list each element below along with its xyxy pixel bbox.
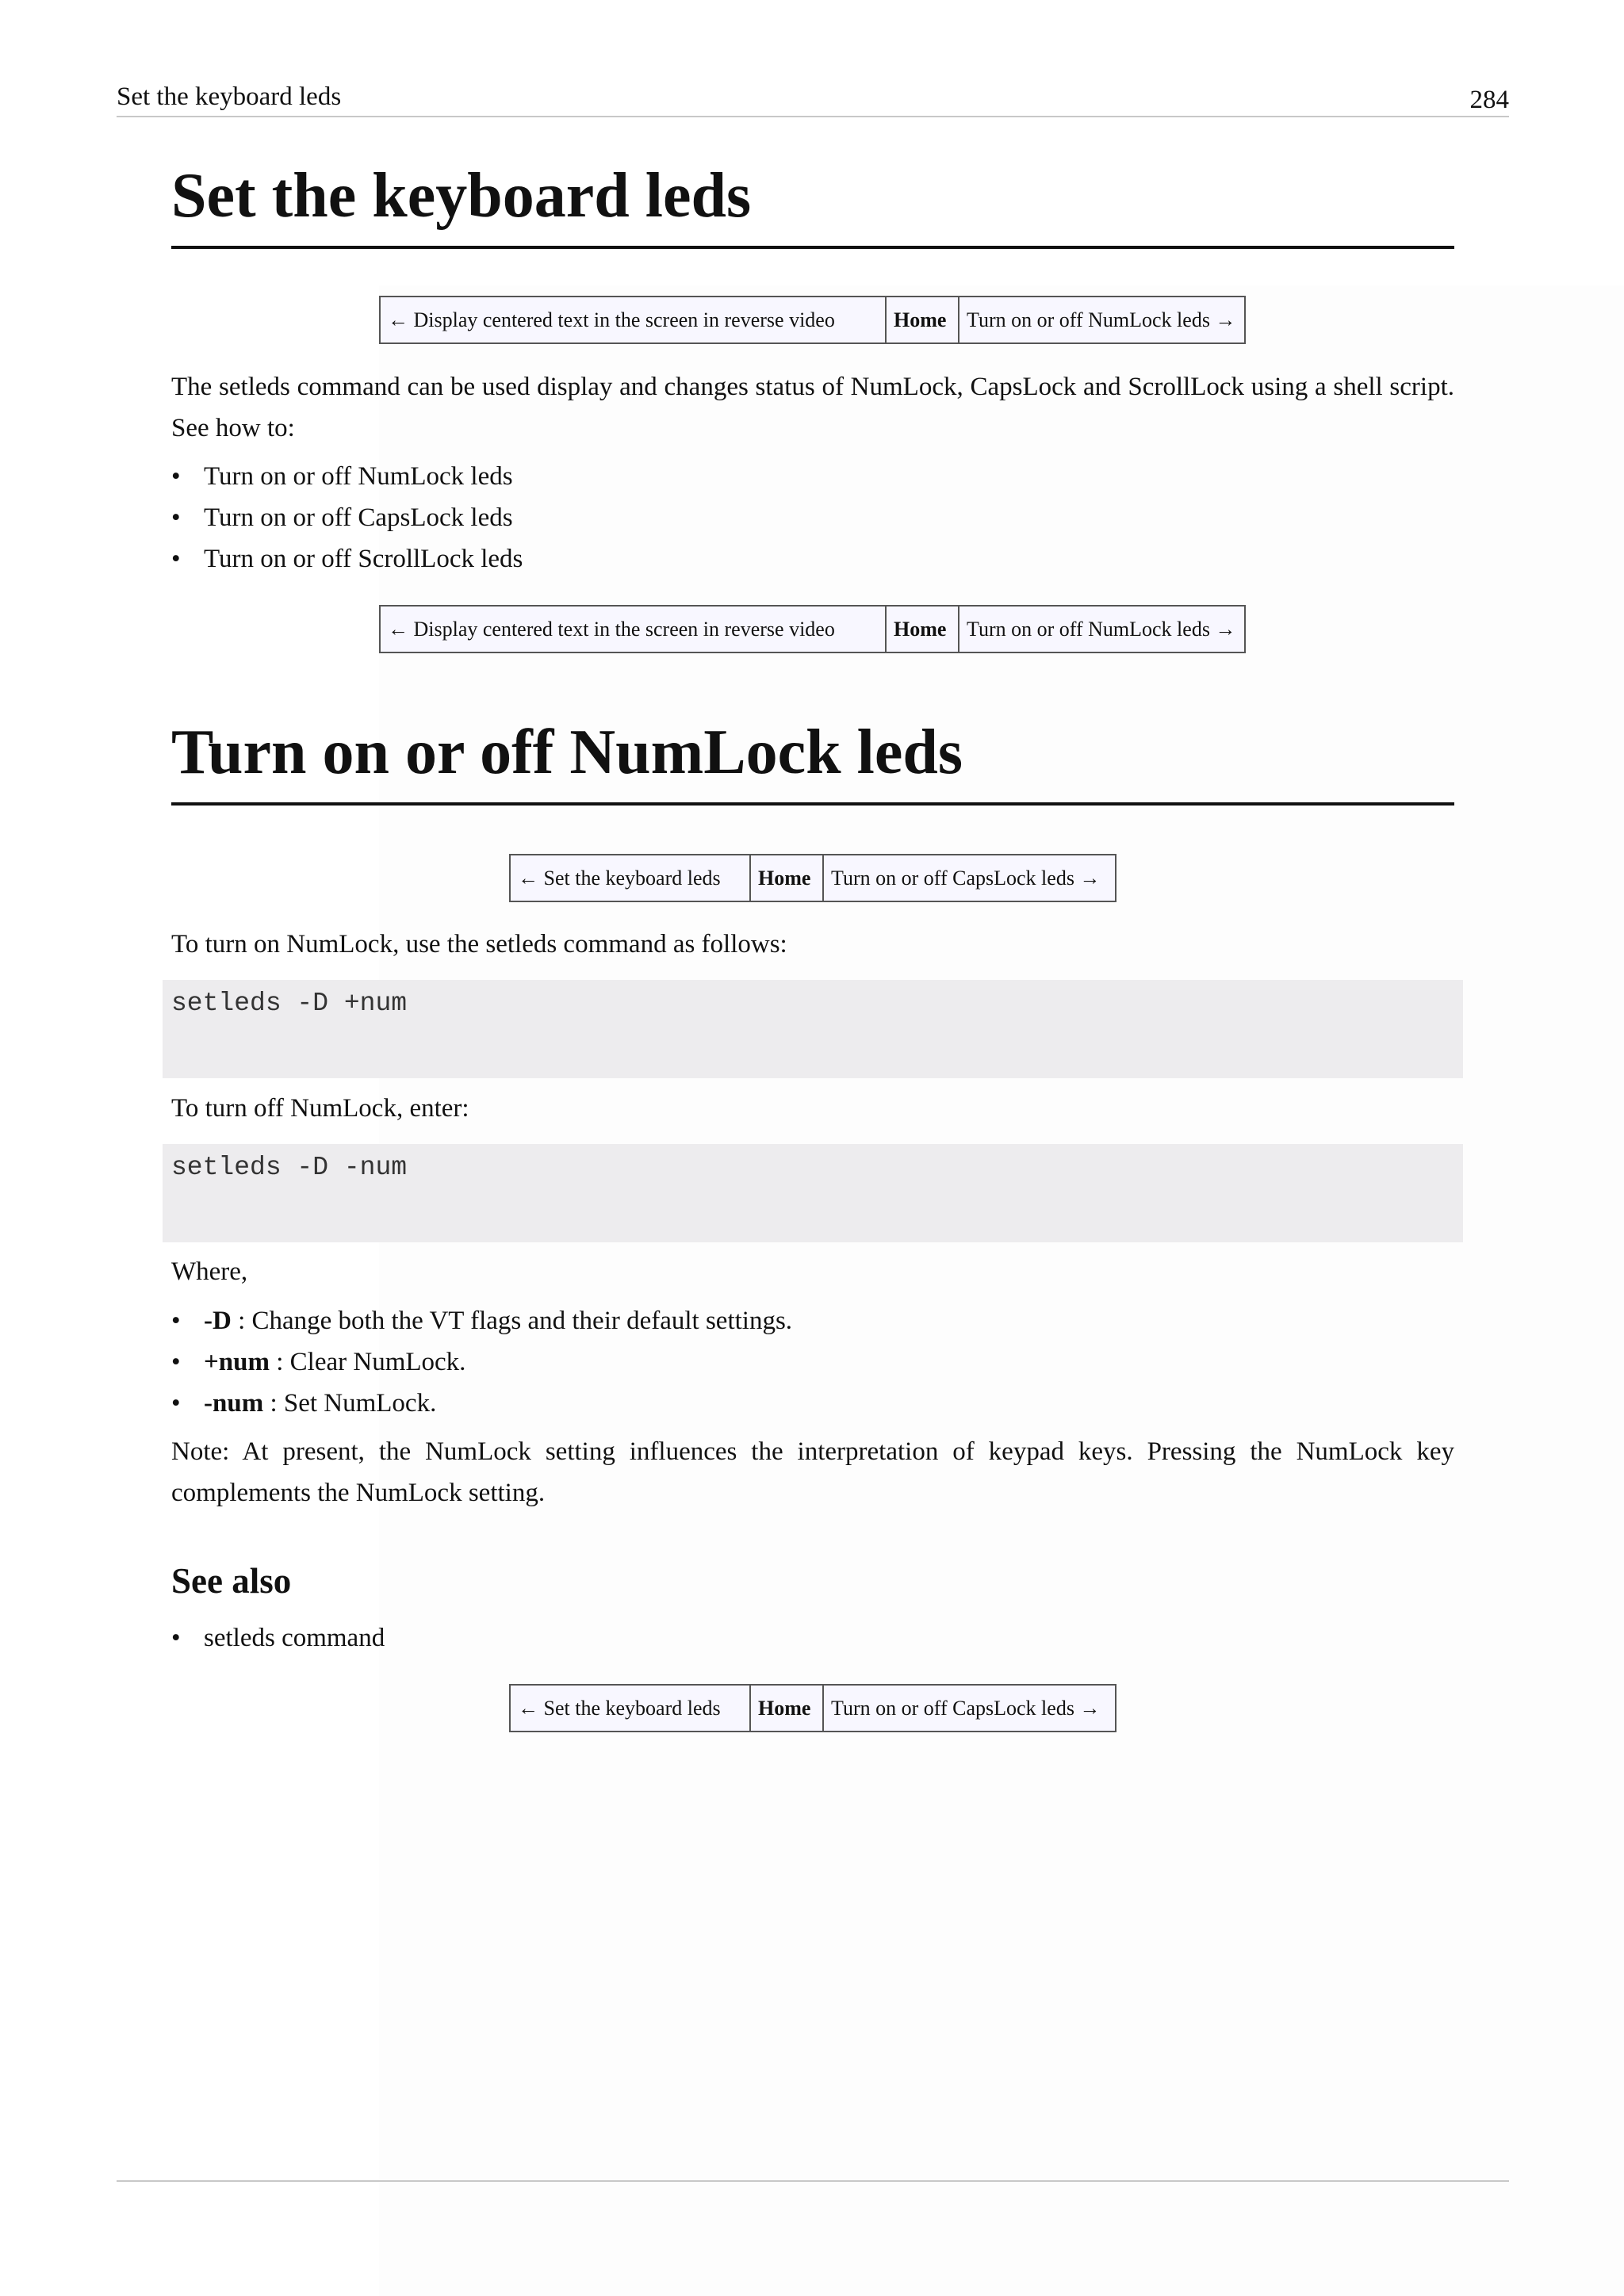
see-also-heading: See also [171, 1561, 292, 1601]
option-flag: -num [204, 1389, 264, 1418]
running-header [117, 79, 1509, 117]
nav-next-link[interactable]: Turn on or off CapsLock leds → [822, 855, 1115, 901]
nav-box-top-section2 [509, 854, 1116, 902]
option-flag: -D [204, 1307, 232, 1335]
list-item-link[interactable]: • Turn on or off ScrollLock leds [171, 538, 1454, 580]
code-block-turn-on: setleds -D +num [163, 980, 1463, 1078]
nav-next-link[interactable]: Turn on or off NumLock leds → [958, 297, 1244, 342]
section-title-set-keyboard-leds: Set the keyboard leds [171, 160, 1454, 249]
see-also-list [171, 1617, 1454, 1659]
list-item-link[interactable]: • Turn on or off NumLock leds [171, 456, 1454, 497]
option-description: : Set NumLock. [263, 1389, 437, 1418]
nav-prev-link[interactable]: ← Set the keyboard leds [518, 1696, 721, 1720]
nav-home-link[interactable]: Home [749, 1686, 822, 1731]
nav-next-link[interactable]: Turn on or off CapsLock leds → [822, 1686, 1115, 1731]
page-number: 284 [1469, 86, 1509, 114]
nav-prev-link[interactable]: ← Display centered text in the screen in reverse video [388, 617, 835, 641]
nav-home-link[interactable]: Home [749, 855, 822, 901]
running-title: Set the keyboard leds [117, 82, 342, 111]
option-item [171, 1383, 1454, 1424]
section-title-numlock: Turn on or off NumLock leds [171, 717, 1454, 806]
code-block-turn-off: setleds -D -num [163, 1144, 1463, 1242]
list-item-link[interactable]: • setleds command [171, 1617, 1454, 1659]
how-to-list [171, 456, 1454, 580]
list-item-link[interactable]: • Turn on or off CapsLock leds [171, 497, 1454, 538]
nav-next-link[interactable]: Turn on or off NumLock leds → [958, 607, 1244, 652]
note-paragraph: Note: At present, the NumLock setting influences the interpretation of keypad keys. Pressing the NumLock key complements the NumLock setting. [171, 1437, 1454, 1507]
options-list [171, 1300, 1454, 1424]
nav-home-link[interactable]: Home [885, 607, 958, 652]
where-paragraph: Where, [171, 1257, 248, 1286]
option-description: : Clear NumLock. [270, 1348, 466, 1376]
footer-divider [117, 2180, 1509, 2182]
nav-box-top-section1 [379, 296, 1246, 344]
nav-prev-link[interactable]: ← Display centered text in the screen in reverse video [388, 308, 835, 331]
option-description: : Change both the VT flags and their default settings. [231, 1307, 793, 1335]
option-item [171, 1341, 1454, 1383]
option-item [171, 1300, 1454, 1341]
turn-off-paragraph: To turn off NumLock, enter: [171, 1094, 469, 1123]
nav-box-bottom-section1 [379, 605, 1246, 653]
nav-prev-link[interactable]: ← Set the keyboard leds [518, 866, 721, 890]
option-flag: +num [204, 1348, 270, 1376]
intro-paragraph: The setleds command can be used display and changes status of NumLock, CapsLock and ScrollLock using a shell script. See how to: [171, 373, 1454, 442]
nav-box-bottom-section2 [509, 1684, 1116, 1732]
nav-home-link[interactable]: Home [885, 297, 958, 342]
turn-on-paragraph: To turn on NumLock, use the setleds command as follows: [171, 930, 787, 959]
